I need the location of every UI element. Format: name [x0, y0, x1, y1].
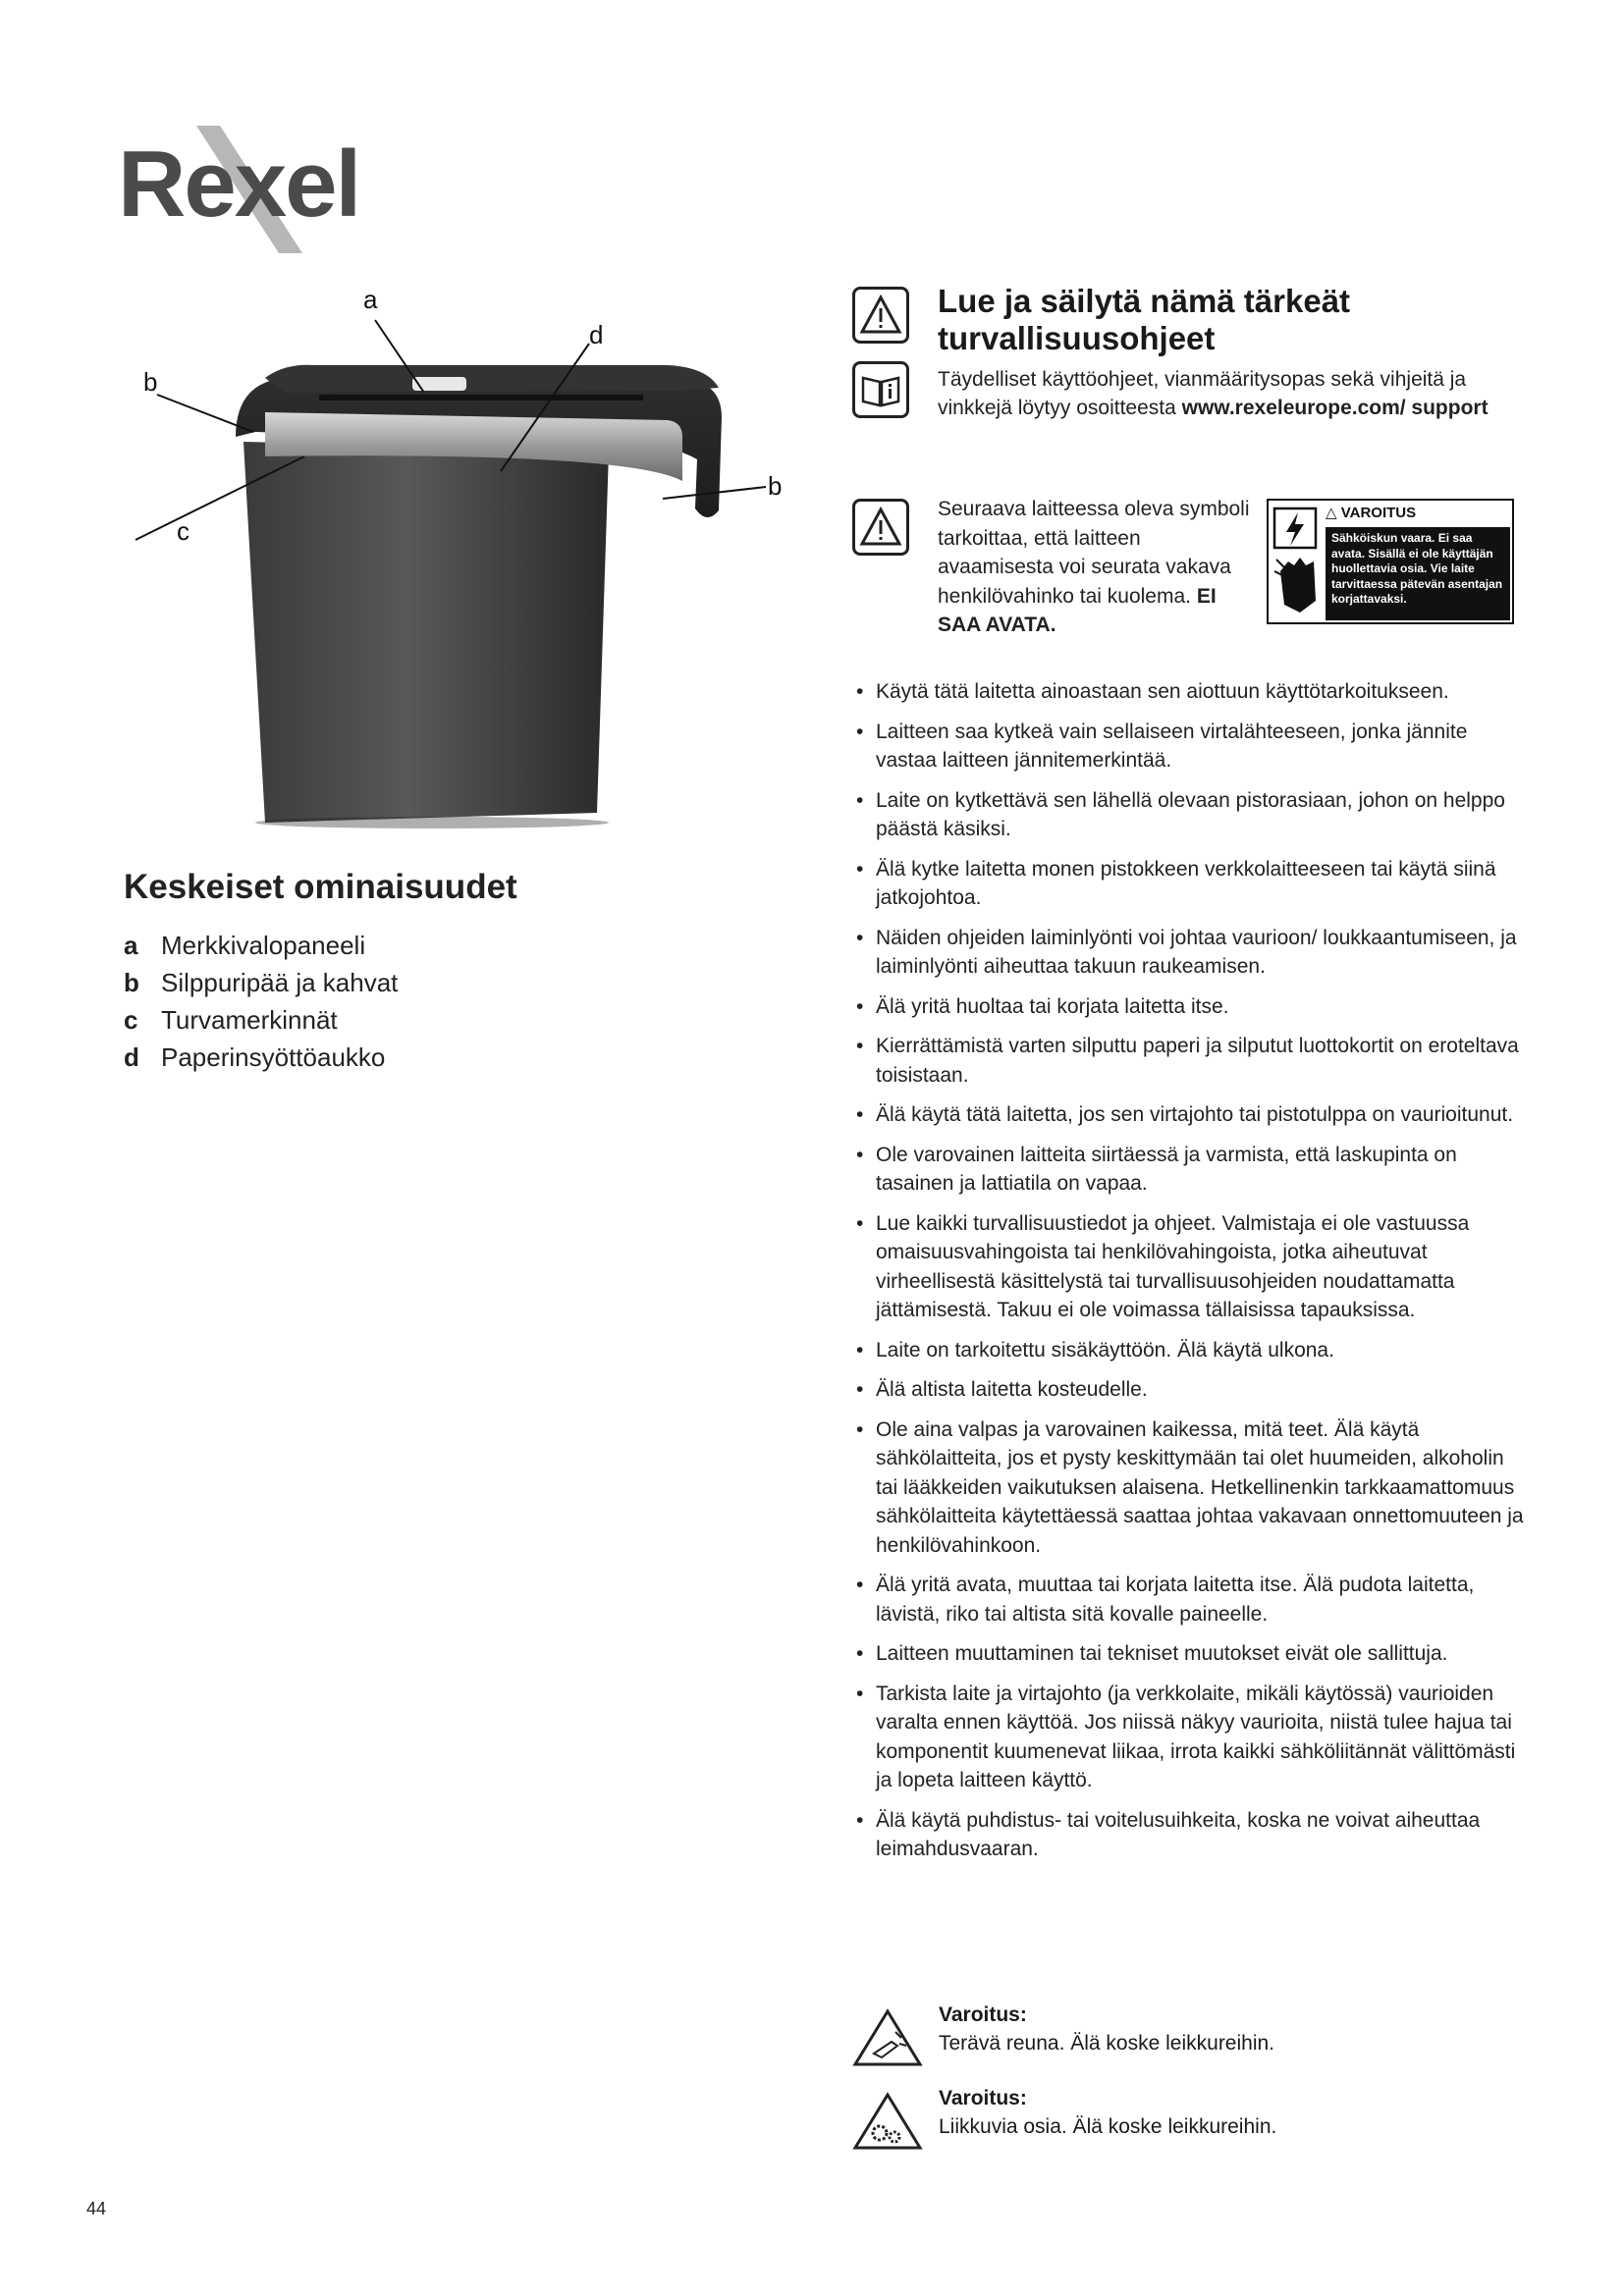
warning-label-header-text: VAROITUS — [1340, 505, 1417, 521]
callout-d: d — [589, 320, 604, 349]
feature-key: b — [124, 968, 139, 997]
small-warning-triangle-icon: △ — [1326, 505, 1337, 521]
feature-key: c — [124, 1005, 138, 1035]
safety-bullet-list — [852, 677, 1530, 1875]
list-item: • Älä yritä huoltaa tai korjata laitetta itse. — [852, 992, 1530, 1022]
features-list — [124, 927, 398, 1076]
warning-triangle-icon — [852, 287, 909, 344]
warning-triangle-icon — [852, 499, 909, 556]
warning-title: Varoitus: — [939, 2003, 1027, 2026]
logo-text: Rexel — [118, 132, 360, 237]
sharp-edge-icon — [852, 2008, 923, 2067]
symbol-explanation-text: Seuraava laitteessa oleva symboli tarkoittaa, että laitteen avaamisesta voi seurata vakava henkilövahinko tai kuolema. — [938, 498, 1250, 608]
feature-label: Turvamerkinnät — [161, 1005, 338, 1035]
do-not-open-text: EI SAA AVATA. — [938, 584, 1217, 636]
list-item: • Tarkista laite ja virtajohto (ja verkkolaite, mikäli käytössä) vaurioiden varalta ennen käyttöä. Jos niissä näkyy vaurioita, niistä tulee hajua tai komponentit kuumenevat liikaa, irrota kaikki sähköliitännät välittömästi ja lopeta laitteen käyttö. — [852, 1680, 1530, 1795]
feature-label: Merkkivalopaneeli — [161, 931, 366, 960]
feature-label: Silppuripää ja kahvat — [161, 968, 399, 997]
callout-c: c — [177, 516, 189, 546]
warning-label-header — [1326, 503, 1510, 524]
list-item: • Näiden ohjeiden laiminlyönti voi johtaa vaurioon/ loukkaantumiseen, ja laiminlyönti aiheuttaa takuun raukeamisen. — [852, 924, 1530, 982]
features-title: Keskeiset ominaisuudet — [124, 868, 517, 906]
feature-item — [124, 927, 398, 964]
feature-item — [124, 1039, 398, 1076]
list-item: • Älä käytä tätä laitetta, jos sen virtajohto tai pistotulppa on vaurioitunut. — [852, 1100, 1530, 1130]
feature-key: a — [124, 931, 138, 960]
list-item: • Laitteen muuttaminen tai tekniset muutokset eivät ole sallittuja. — [852, 1639, 1530, 1669]
list-item: • Lue kaikki turvallisuustiedot ja ohjeet. Valmistaja ei ole vastuussa omaisuusvahingoista tai henkilövahingoista, jotka aiheutuvat virheellisestä käsittelystä tai turvallisuusohjeiden noudattamatta jättämisestä. Takuu ei ole voimassa tällaisissa tapauksissa. — [852, 1209, 1530, 1325]
list-item: • Älä altista laitetta kosteudelle. — [852, 1375, 1530, 1405]
manual-info-icon — [852, 361, 909, 418]
feature-label: Paperinsyöttöaukko — [161, 1042, 386, 1072]
safety-title: Lue ja säilytä nämä tärkeät turvallisuusohjeet — [938, 283, 1351, 356]
list-item: • Älä kytke laitetta monen pistokkeen verkkolaitteeseen tai käytä siinä jatkojohtoa. — [852, 855, 1530, 913]
warning-text: Terävä reuna. Älä koske leikkureihin. — [939, 2032, 1275, 2055]
feature-item — [124, 964, 398, 1001]
electric-shock-warning-label — [1267, 499, 1514, 624]
electric-shock-icon — [1271, 503, 1324, 624]
list-item: • Älä käytä puhdistus- tai voitelusuihkeita, koska ne voivat aiheuttaa leimahdusvaaran. — [852, 1806, 1530, 1864]
list-item: • Kierrättämistä varten silputtu paperi ja silputut luottokortit on eroteltava toisistaan. — [852, 1032, 1530, 1090]
feature-item — [124, 1001, 398, 1039]
list-item: • Käytä tätä laitetta ainoastaan sen aiottuun käyttötarkoitukseen. — [852, 677, 1530, 707]
callout-b-left: b — [143, 367, 158, 397]
list-item: • Laite on tarkoitettu sisäkäyttöön. Älä käytä ulkona. — [852, 1336, 1530, 1365]
support-url: www.rexeleurope.com/ support — [1181, 397, 1489, 419]
safety-intro-text: Täydelliset käyttöohjeet, vianmääritysopas sekä vihjeitä ja vinkkejä löytyy osoitteesta — [938, 368, 1467, 419]
warning-text: Liikkuvia osia. Älä koske leikkureihin. — [939, 2115, 1277, 2138]
safety-intro — [938, 365, 1517, 422]
sharp-edge-warning — [852, 2001, 1441, 2069]
shredder-drawing — [118, 285, 805, 834]
feature-key: d — [124, 1042, 139, 1072]
list-item: • Laitteen saa kytkeä vain sellaiseen virtalähteeseen, jonka jännite vastaa laitteen jännitemerkintää. — [852, 718, 1530, 775]
warning-label-body: Sähköiskun vaara. Ei saa avata. Sisällä ei ole käyttäjän huollettavia osia. Vie laite tarvittaessa pätevän asentajan korjattavaksi. — [1326, 527, 1510, 620]
warning-title: Varoitus: — [939, 2087, 1027, 2109]
page-number: 44 — [86, 2199, 107, 2218]
moving-parts-icon — [852, 2092, 923, 2151]
list-item: • Ole aina valpas ja varovainen kaikessa, mitä teet. Älä käytä sähkölaitteita, jos et pysty keskittymään tai olet huumeiden, alkoholin tai lääkkeiden vaikutuksen alaisena. Hetkellinenkin tarkkaamattomuus sähkölaitteita käytettäessä saattaa johtaa vakavaan onnettomuuteen ja henkilövahinkoon. — [852, 1415, 1530, 1561]
rexel-logo — [118, 116, 393, 253]
moving-parts-warning — [852, 2084, 1441, 2153]
list-item: • Ole varovainen laitteita siirtäessä ja varmista, että laskupinta on tasainen ja lattiatila on vapaa. — [852, 1141, 1530, 1199]
symbol-explanation — [938, 495, 1252, 640]
list-item: • Älä yritä avata, muuttaa tai korjata laitetta itse. Älä pudota laitetta, lävistä, riko tai altista sitä kovalle paineelle. — [852, 1571, 1530, 1629]
callout-a: a — [363, 285, 378, 314]
list-item: • Laite on kytkettävä sen lähellä olevaan pistorasiaan, johon on helppo päästä käsiksi. — [852, 786, 1530, 844]
callout-b-right: b — [768, 471, 783, 501]
shredder-illustration — [118, 285, 805, 834]
